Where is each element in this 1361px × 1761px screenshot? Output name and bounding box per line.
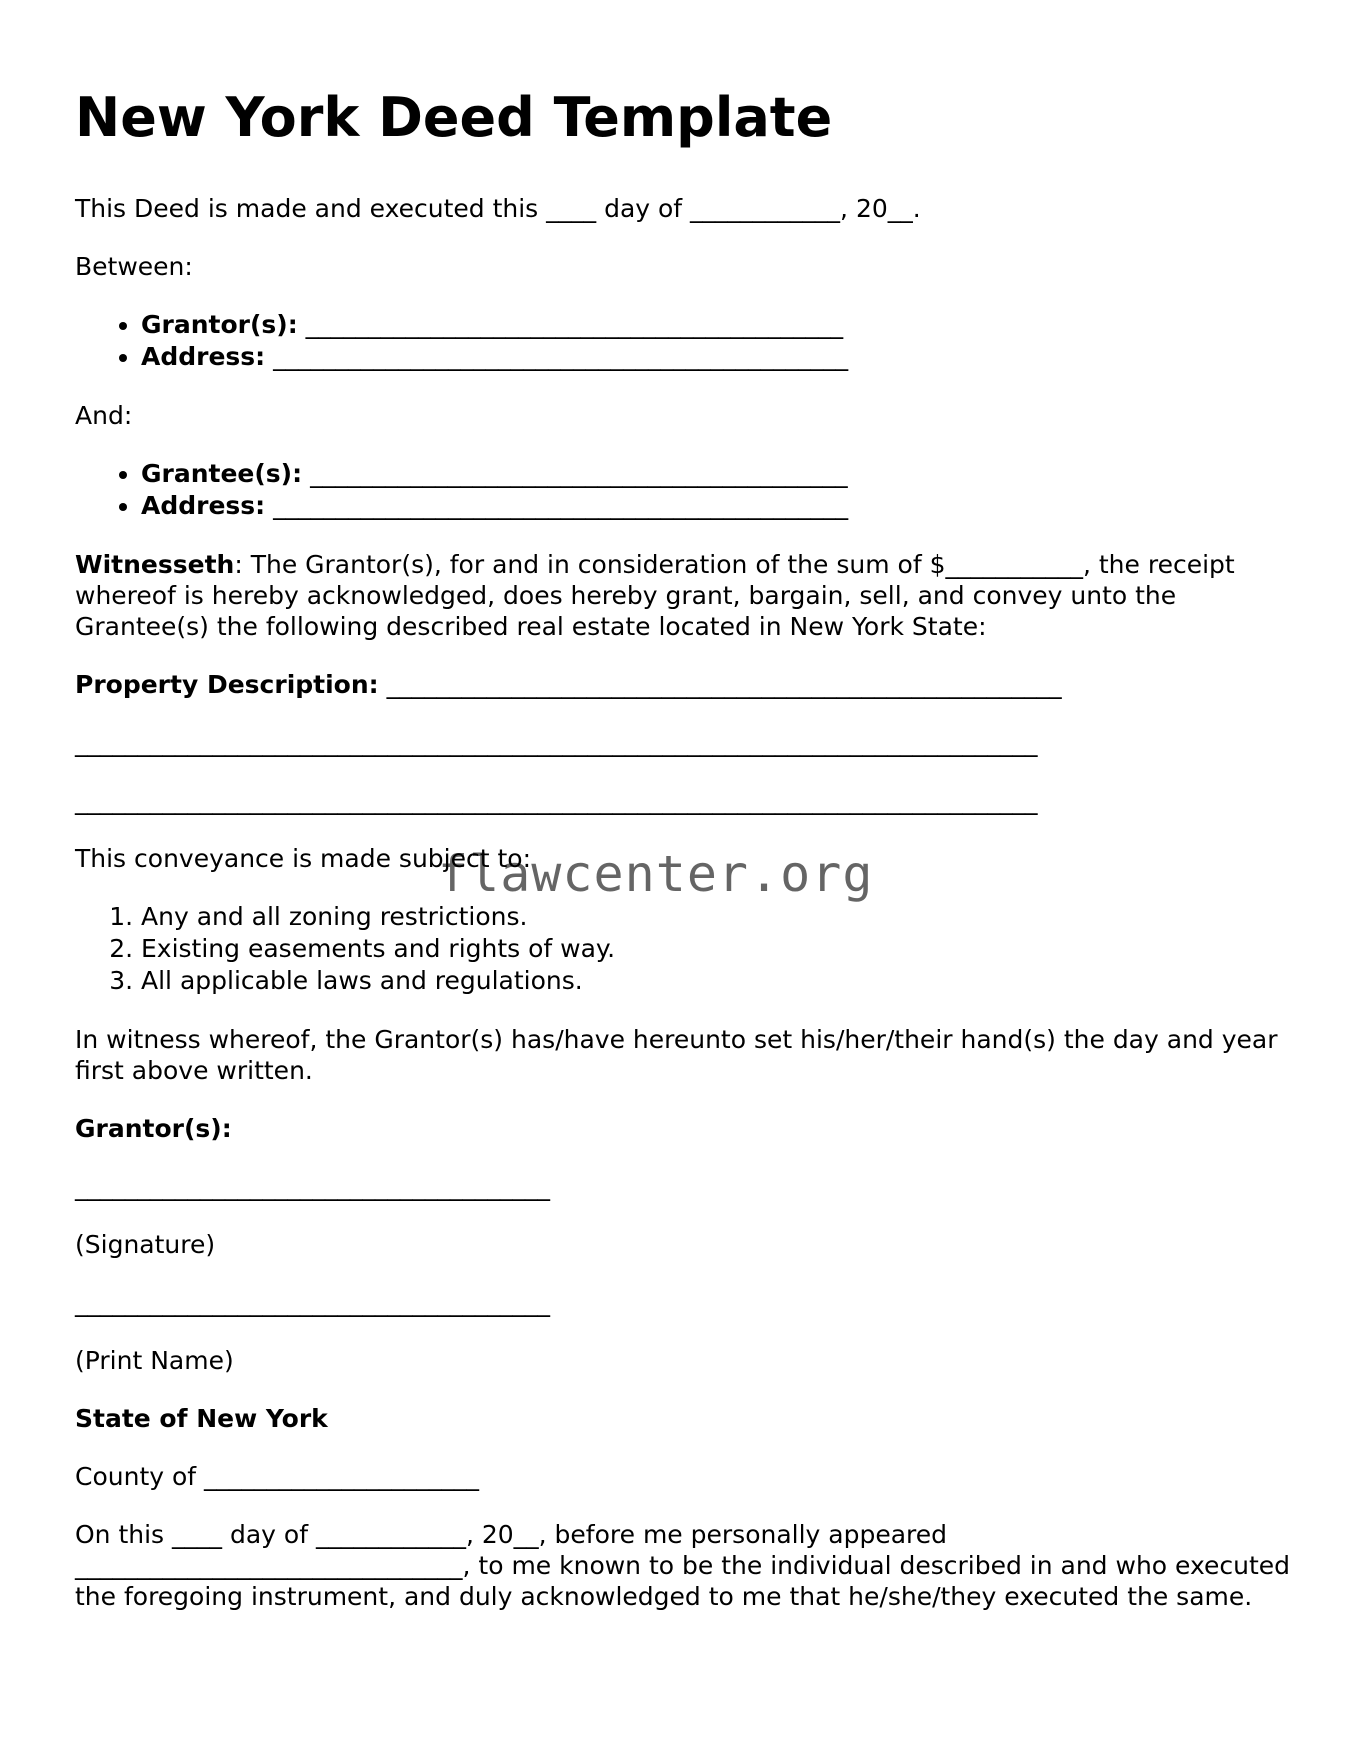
property-blank[interactable]: ______________________________________________________ [386, 669, 1062, 699]
property-line-2[interactable]: _____________________________________________________________________________ [75, 727, 1038, 757]
signature-line[interactable]: ______________________________________ [75, 1171, 550, 1201]
print-name-caption: (Print Name) [75, 1345, 234, 1375]
list-item [141, 458, 1295, 490]
property-line-3[interactable]: _____________________________________________________________________________ [75, 785, 1038, 815]
list-item [141, 309, 1295, 341]
grantee-address-blank[interactable]: ______________________________________________ [273, 490, 849, 520]
property-label: Property Description: [75, 669, 379, 699]
grantor-address-blank[interactable]: ______________________________________________ [273, 341, 849, 371]
between-label: Between: [75, 251, 193, 281]
list-item [141, 490, 1295, 522]
property-description [75, 669, 1295, 700]
subject-intro: This conveyance is made subject to: [75, 843, 531, 873]
watermark: flawcenter.org [438, 845, 874, 903]
acknowledgment-paragraph: On this ____ day of ____________, 20__, before me personally appeared _______________________________, to me known to be the individual described in and who executed the foregoing instrument, and duly acknowledged to me that he/she/they executed the same. [75, 1519, 1291, 1611]
in-witness-paragraph: In witness whereof, the Grantor(s) has/have hereunto set his/her/their hand(s) the day and year first above written. [75, 1024, 1278, 1085]
grantee-label: Grantee(s): [141, 458, 303, 488]
witnesseth-label: Witnesseth [75, 549, 235, 579]
state-heading [75, 1403, 1295, 1434]
deed-document [75, 86, 1295, 1639]
grantor-label: Grantor(s): [141, 309, 298, 339]
grantor-list [75, 309, 1295, 373]
grantor-signature-heading [75, 1113, 1295, 1144]
grantee-list [75, 458, 1295, 522]
county-line[interactable]: County of ______________________ [75, 1461, 480, 1491]
intro-paragraph: This Deed is made and executed this ____ day of ____________, 20__. [75, 193, 921, 223]
list-item: 2. Existing easements and rights of way. [141, 933, 1295, 965]
grantee-blank[interactable]: ___________________________________________ [310, 458, 848, 488]
signature-caption: (Signature) [75, 1229, 216, 1259]
page-title: New York Deed Template [75, 86, 833, 149]
witnesseth-paragraph [75, 549, 1295, 642]
witnesseth-text: : The Grantor(s), for and in consideration of the sum of $___________, the receipt whereof is hereby acknowledged, does hereby grant, bargain, sell, and convey unto the Grantee(s) the following described real estate located in New York State: [75, 549, 1235, 641]
grantee-address-label: Address: [141, 490, 266, 520]
grantor-signature-heading-text: Grantor(s): [75, 1113, 232, 1143]
conditions-list [75, 901, 1295, 997]
state-heading-text: State of New York [75, 1403, 328, 1433]
grantor-address-label: Address: [141, 341, 266, 371]
print-name-line[interactable]: ______________________________________ [75, 1287, 550, 1317]
and-label: And: [75, 400, 133, 430]
list-item: 3. All applicable laws and regulations. [141, 965, 1295, 997]
list-item: 1. Any and all zoning restrictions. [141, 901, 1295, 933]
grantor-blank[interactable]: ___________________________________________ [305, 309, 844, 339]
list-item [141, 341, 1295, 373]
